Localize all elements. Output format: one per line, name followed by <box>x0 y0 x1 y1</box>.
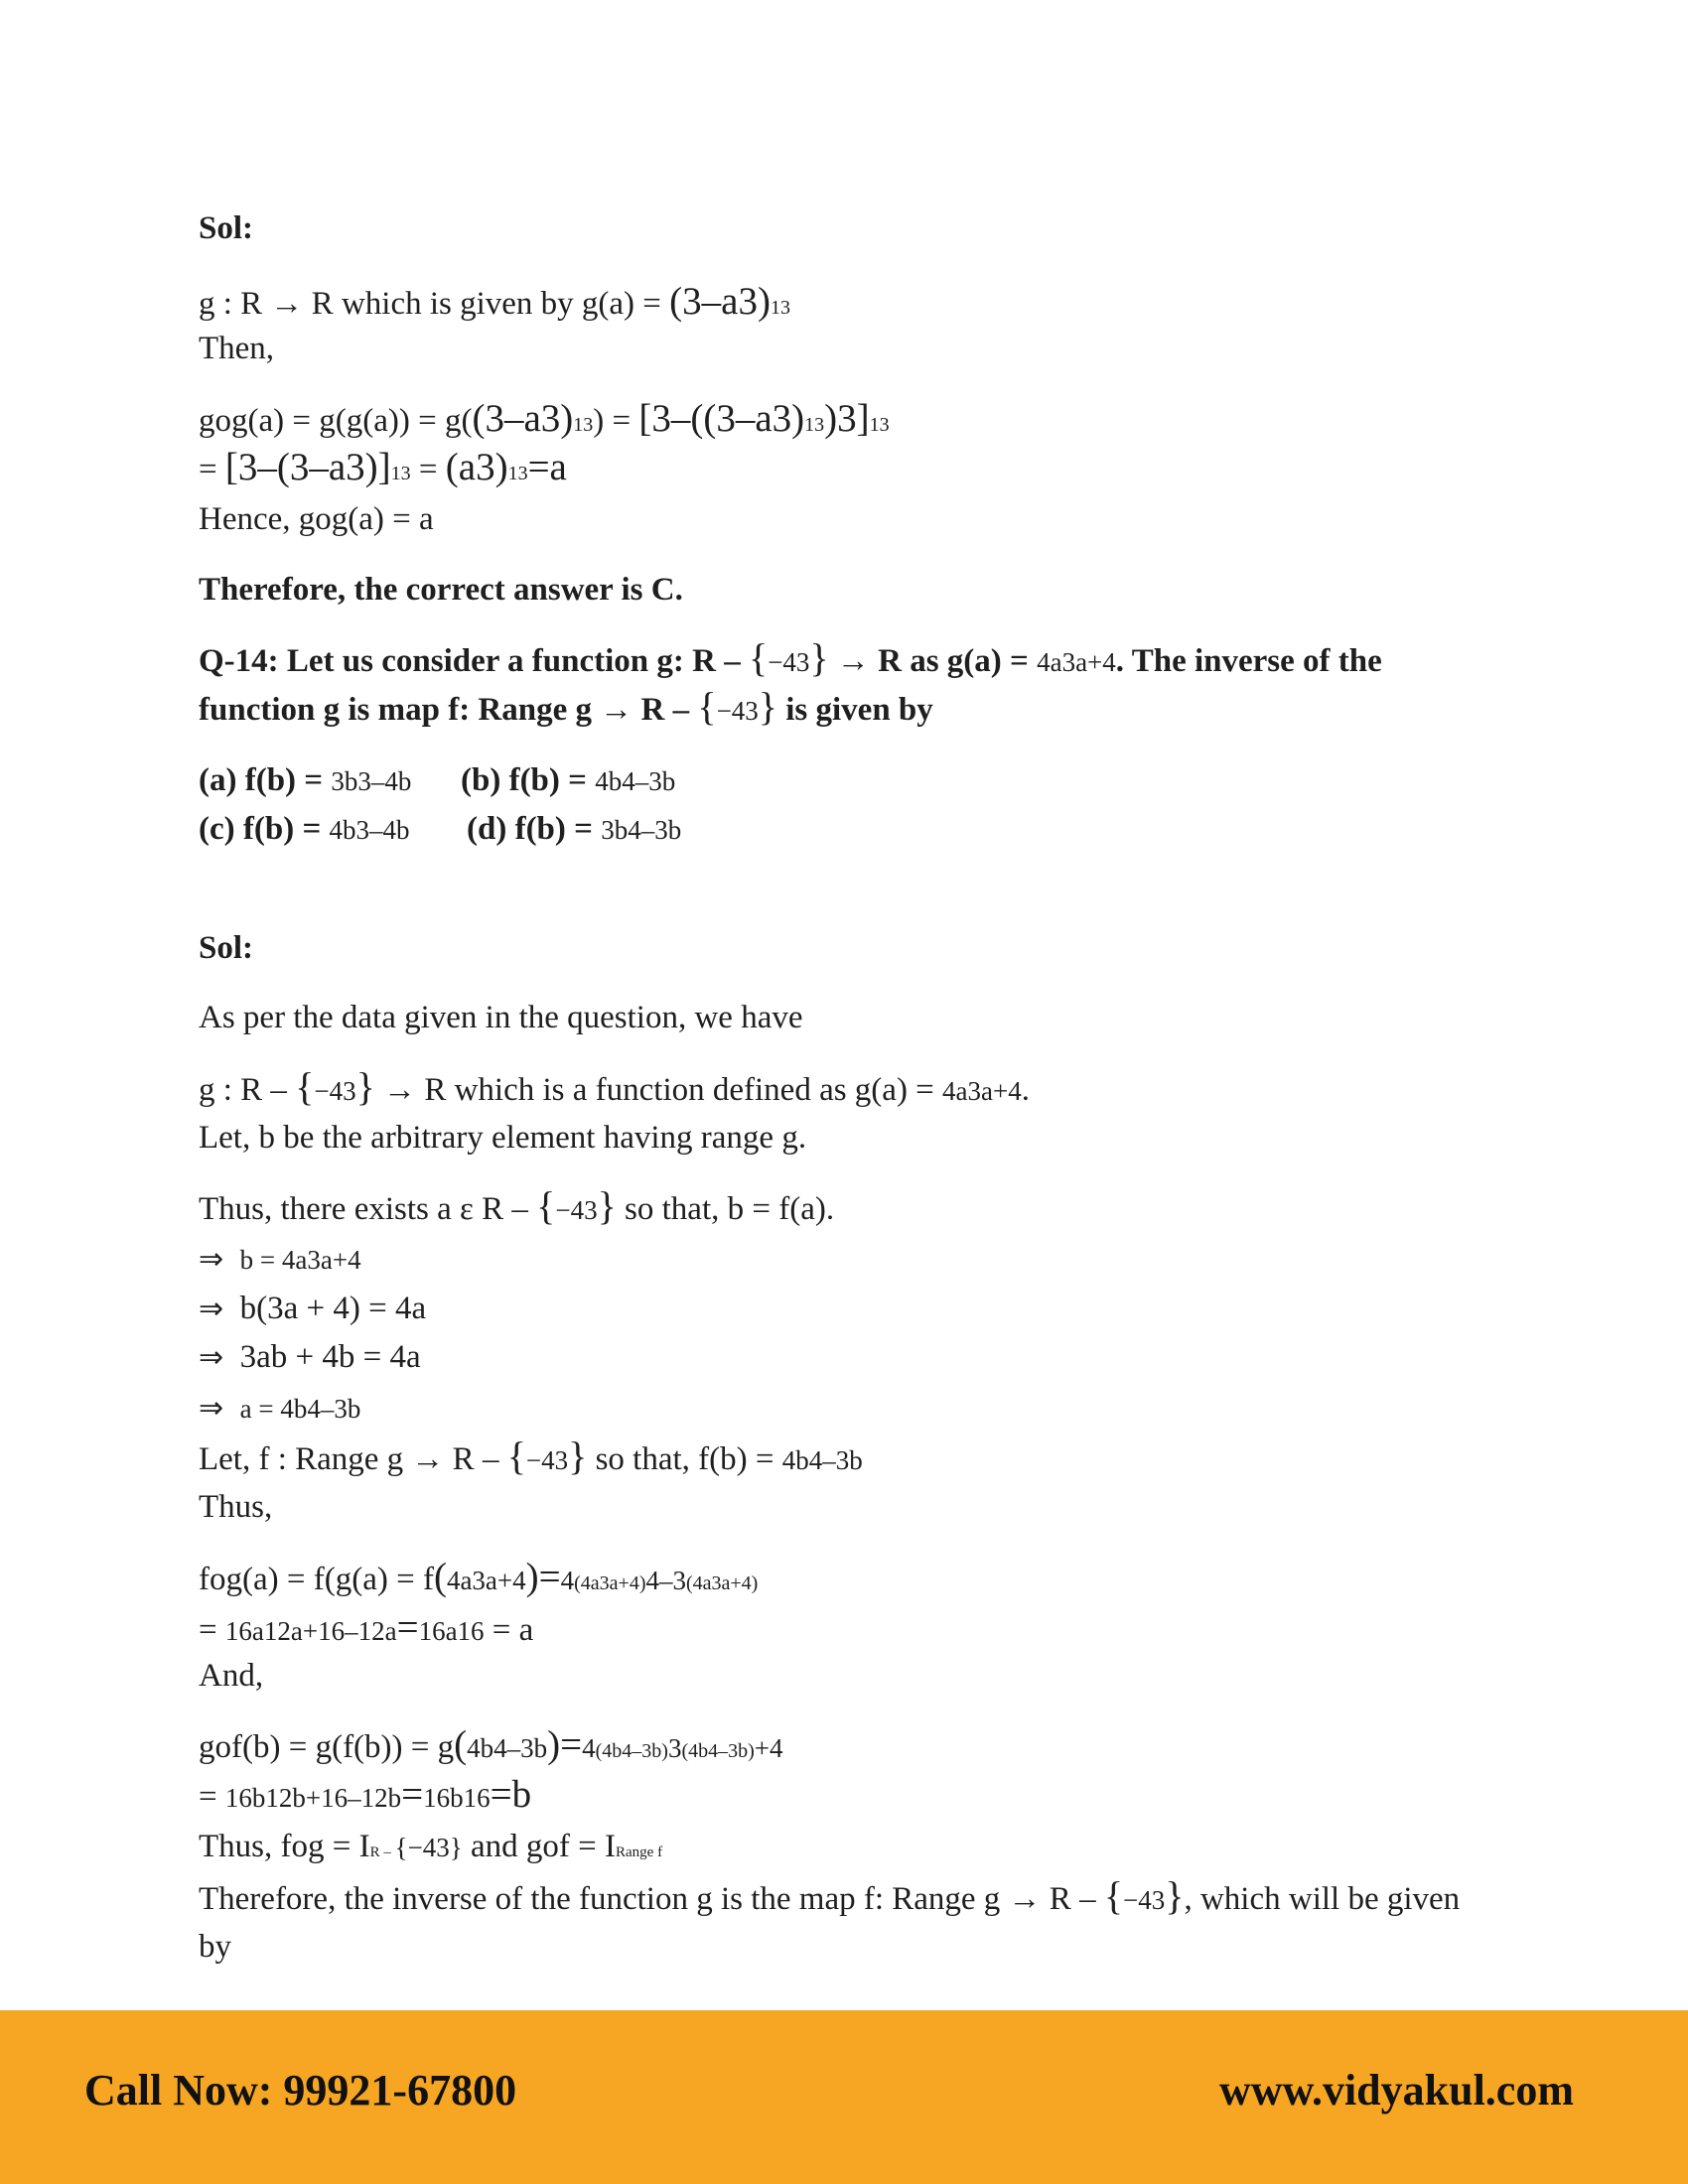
text: Q-14: Let us consider a function g: R – <box>199 643 749 679</box>
text: ) = <box>593 403 639 439</box>
math-small: 13 <box>804 414 825 436</box>
gog-line-1 <box>199 397 890 442</box>
math-small: −43 <box>314 1076 356 1106</box>
brace: } <box>1165 1873 1185 1918</box>
math-small: {−43} <box>394 1833 463 1862</box>
question-14-line-2 <box>199 684 933 730</box>
brace: { <box>1103 1873 1124 1918</box>
option-c <box>199 811 410 849</box>
option-d <box>467 811 681 849</box>
g-function-line <box>199 1064 1030 1110</box>
math: =b <box>490 1773 532 1816</box>
math-small: 4a3a+4 <box>1037 647 1116 677</box>
let-b-line: Let, b be the arbitrary element having range g. <box>199 1120 807 1156</box>
text: Let, f : Range g → R – <box>199 1441 507 1477</box>
brace: } <box>758 684 777 729</box>
option-value: 4b4–3b <box>595 766 676 796</box>
math: ( <box>454 1723 468 1766</box>
math-small: −43 <box>1123 1885 1166 1915</box>
text: → R which is a function defined as g(a) = <box>374 1072 943 1108</box>
math-small: +4 <box>754 1733 783 1763</box>
math-small: (4b4–3b) <box>681 1740 755 1762</box>
by-line: by <box>199 1929 231 1965</box>
hence-line: Hence, gog(a) = a <box>199 501 434 537</box>
brace: { <box>697 684 717 729</box>
text: Thus, there exists a ε R – <box>199 1191 537 1227</box>
implies-line-1 <box>199 1241 361 1279</box>
math-small: 16a16 <box>418 1616 485 1646</box>
math: ( <box>433 1556 447 1598</box>
text: fog(a) = f(g(a) = f <box>199 1562 434 1597</box>
thus-line: Thus, <box>199 1489 273 1525</box>
subscript: Range f <box>616 1844 663 1860</box>
solution-label-2: Sol: <box>199 930 254 966</box>
then-line: Then, <box>199 331 275 366</box>
call-now-text: Call Now: 99921-67800 <box>84 2066 517 2115</box>
math: (a3) <box>445 446 508 488</box>
text: . <box>1021 1072 1030 1108</box>
math-small: 4 <box>582 1733 596 1763</box>
text: . The inverse of the <box>1115 643 1382 679</box>
text: 3ab + 4b = 4a <box>239 1339 421 1375</box>
text: so that, b = f(a). <box>616 1191 835 1227</box>
math: =a <box>527 446 567 488</box>
text: is given by <box>777 692 933 728</box>
footer-banner <box>0 2010 1688 2184</box>
text: = <box>199 1779 225 1815</box>
per-data-line: As per the data given in the question, we have <box>199 1000 803 1035</box>
option-label: (b) f(b) = <box>461 762 596 798</box>
implies-line-3 <box>199 1339 421 1377</box>
option-value: 4b3–4b <box>329 815 410 845</box>
text: b(3a + 4) = 4a <box>239 1291 427 1326</box>
answer-line: Therefore, the correct answer is C. <box>199 572 683 608</box>
math-small: 16a12a+16–12a <box>224 1616 397 1646</box>
math-small: −43 <box>716 696 759 726</box>
implies-line-2 <box>199 1291 426 1328</box>
subscript: R – <box>369 1844 395 1860</box>
text: gof(b) = g(f(b)) = g <box>199 1729 455 1765</box>
brace: } <box>355 1064 375 1109</box>
math-small: 4a3a+4 <box>446 1566 526 1595</box>
text: and gof = I <box>462 1829 617 1864</box>
text: so that, f(b) = <box>587 1441 782 1477</box>
text: function g is map f: Range g → R – <box>199 692 698 728</box>
text: = <box>199 1612 225 1648</box>
brace: { <box>748 635 769 680</box>
exists-line <box>199 1183 834 1229</box>
text: = <box>410 452 446 487</box>
math-small: (4b4–3b) <box>595 1740 668 1762</box>
math-small: 13 <box>390 463 411 484</box>
implies-icon: ⇒ <box>199 1391 224 1426</box>
fog-line-2 <box>199 1606 533 1651</box>
text: = a <box>484 1612 534 1648</box>
option-value: 3b4–3b <box>601 815 682 845</box>
math-small: 16b12b+16–12b <box>224 1783 402 1813</box>
identity-line <box>199 1829 662 1866</box>
math: )= <box>547 1723 583 1766</box>
gof-line-2 <box>199 1773 531 1818</box>
conclusion-line <box>199 1873 1460 1919</box>
brace: } <box>568 1433 588 1478</box>
math-small: 4b4–3b <box>467 1733 548 1763</box>
option-value: 3b3–4b <box>331 766 412 796</box>
solution-label: Sol: <box>199 210 254 246</box>
option-label: (a) f(b) = <box>199 762 332 798</box>
math-small: −43 <box>768 647 810 677</box>
math-small: 16b16 <box>423 1783 491 1813</box>
gof-line-1 <box>199 1723 783 1768</box>
math-small: (4a3a+4) <box>574 1572 646 1594</box>
math-small: 4–3 <box>645 1566 686 1595</box>
option-label: (c) f(b) = <box>199 811 330 847</box>
math: )3] <box>824 397 870 440</box>
math-small: −43 <box>525 1445 569 1475</box>
math: (3–a3) <box>472 397 574 440</box>
math: = <box>396 1606 419 1649</box>
math-small: 4 <box>560 1566 575 1595</box>
implies-line-4 <box>199 1390 360 1428</box>
text: Therefore, the inverse of the function g is the map f: Range g → R – <box>199 1881 1104 1917</box>
math-small: 13 <box>507 463 528 484</box>
option-label: (d) f(b) = <box>467 811 602 847</box>
math-small: 4a3a+4 <box>942 1076 1022 1106</box>
option-a <box>199 762 411 800</box>
text: = <box>199 452 225 487</box>
text: g : R – <box>199 1072 296 1108</box>
brace: } <box>597 1183 617 1228</box>
text: , which will be given <box>1184 1881 1461 1917</box>
math: = <box>401 1773 424 1816</box>
brace: { <box>295 1064 315 1109</box>
question-14-line-1 <box>199 635 1382 681</box>
implies-icon: ⇒ <box>199 1340 224 1375</box>
text: g : R → R which is given by g(a) = <box>199 286 670 322</box>
math-small: 3 <box>667 1733 682 1763</box>
brace: { <box>536 1183 556 1228</box>
math-small: (4a3a+4) <box>685 1572 759 1594</box>
math-small: 4a3a+4 <box>281 1245 361 1275</box>
brace: } <box>809 635 829 680</box>
math-small: 13 <box>573 414 594 436</box>
text: gog(a) = g(g(a)) = g( <box>199 403 473 439</box>
math: )= <box>525 1556 561 1598</box>
math: [3–((3–a3) <box>638 397 805 440</box>
math-small: −43 <box>555 1195 598 1225</box>
math-small: 13 <box>869 414 890 436</box>
text: Thus, fog = I <box>199 1829 370 1864</box>
g-definition-line <box>199 280 790 325</box>
website-link[interactable]: www.vidyakul.com <box>1219 2066 1574 2115</box>
math: (3–a3) <box>669 280 771 323</box>
implies-icon: ⇒ <box>199 1292 224 1326</box>
math-small: 4b4–3b <box>781 1445 863 1475</box>
text: a = <box>239 1394 281 1424</box>
math-small: 4b4–3b <box>280 1394 361 1424</box>
math: [3–(3–a3)] <box>224 446 391 488</box>
text: → R as g(a) = <box>828 643 1038 679</box>
text: b = <box>239 1245 282 1275</box>
fog-line-1 <box>199 1556 758 1600</box>
let-f-line <box>199 1433 863 1479</box>
option-b <box>461 762 675 800</box>
brace: { <box>506 1433 526 1478</box>
implies-icon: ⇒ <box>199 1242 224 1277</box>
and-line: And, <box>199 1658 264 1694</box>
gog-line-2 <box>199 446 567 490</box>
math-small: 13 <box>770 297 790 319</box>
